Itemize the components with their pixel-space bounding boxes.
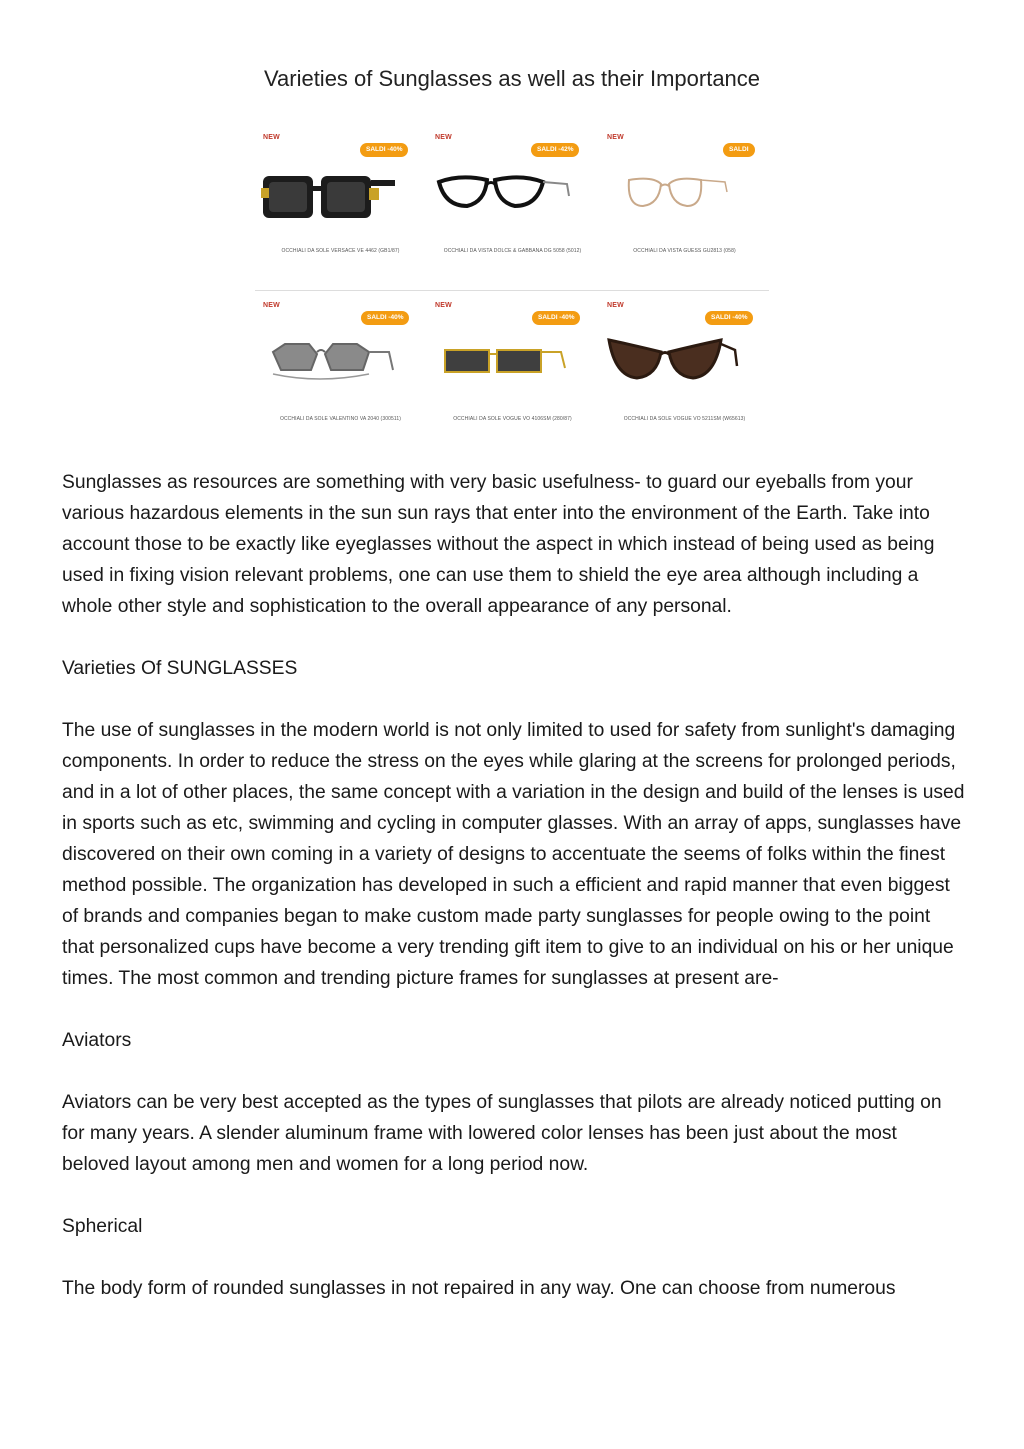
product-card xyxy=(255,124,426,274)
body-paragraph: Aviators can be very best accepted as the types of sunglasses that pilots are already noticed putting on for many years. A slender aluminum frame with lowered color lenses has been just about the most beloved layout among men and women for a long period now. xyxy=(62,1092,942,1175)
new-badge: NEW xyxy=(607,302,624,309)
hexagonal-sunglasses-icon xyxy=(259,330,399,394)
section-heading: Spherical xyxy=(62,1216,143,1237)
new-badge: NEW xyxy=(263,302,280,309)
cat-eye-sunglasses-icon xyxy=(603,330,743,394)
body-paragraph: The body form of rounded sunglasses in not repaired in any way. One can choose from numerous xyxy=(62,1278,896,1299)
product-card xyxy=(427,124,598,274)
product-name: OCCHIALI DA SOLE VOGUE VO 4106SM (280/87) xyxy=(453,416,572,422)
product-grid xyxy=(255,124,769,430)
section-heading: Aviators xyxy=(62,1030,132,1051)
product-name: OCCHIALI DA SOLE VERSACE VE 4462 (GB1/87) xyxy=(281,248,400,254)
body-paragraph: The use of sunglasses in the modern world is not only limited to used for safety from sunlight's damaging components. In order to reduce the stress on the eyes while glaring at the screens for prolonged periods, and in a lot of other places, the same concept with a variation in the design and build of the lenses is used in sports such as etc, swimming and cycling in computer glasses. With an array of apps, sunglasses have discovered on their own coming in a variety of designs to accentuate the seems of folks within the finest method possible. The organization has developed in such a efficient and rapid manner that even biggest of brands and companies began to make custom made party sunglasses for people owing to the point that personalized cups have become a very trending gift item to give to an individual on his or her unique times. The most common and trending picture frames for sunglasses at present are- xyxy=(62,720,965,989)
page-title: Varieties of Sunglasses as well as their Importance xyxy=(263,66,761,91)
new-badge: NEW xyxy=(607,134,624,141)
product-card xyxy=(427,292,598,442)
new-badge: NEW xyxy=(263,134,280,141)
square-black-sunglasses-icon xyxy=(259,162,399,226)
new-badge: NEW xyxy=(435,134,452,141)
rectangular-sunglasses-icon xyxy=(431,330,571,394)
sale-badge: SALDI xyxy=(723,143,755,157)
product-card xyxy=(255,292,426,442)
product-name: OCCHIALI DA SOLE VOGUE VO 5211SM (W65613) xyxy=(623,416,746,422)
product-name: OCCHIALI DA SOLE VALENTINO VA 2040 (300511) xyxy=(279,416,402,422)
product-card xyxy=(599,292,770,442)
article-body xyxy=(62,467,967,1335)
product-name: OCCHIALI DA VISTA GUESS GU2813 (058) xyxy=(633,248,736,254)
sale-badge: SALDI -40% xyxy=(360,143,408,157)
product-name: OCCHIALI DA VISTA DOLCE & GABBANA DG 5058 (5012) xyxy=(443,248,582,254)
sale-badge: SALDI -40% xyxy=(705,311,753,325)
section-heading: Varieties Of SUNGLASSES xyxy=(62,658,298,679)
intro-paragraph: Sunglasses as resources are something with very basic usefulness- to guard our eyeballs from your various hazardous elements in the sun sun rays that enter into the environment of the Earth. Take into account those to be exactly like eyeglasses without the aspect in which instead of being used as being used in fixing vision relevant problems, one can use them to shield the eye area although including a whole other style and sophistication to the overall appearance of any personal. xyxy=(62,472,935,617)
product-card xyxy=(599,124,770,274)
sale-badge: SALDI -40% xyxy=(361,311,409,325)
row-divider xyxy=(255,290,769,291)
thin-metal-eyeglasses-icon xyxy=(603,162,743,226)
sale-badge: SALDI -42% xyxy=(531,143,579,157)
sale-badge: SALDI -40% xyxy=(532,311,580,325)
cat-eye-eyeglasses-icon xyxy=(431,162,571,226)
new-badge: NEW xyxy=(435,302,452,309)
